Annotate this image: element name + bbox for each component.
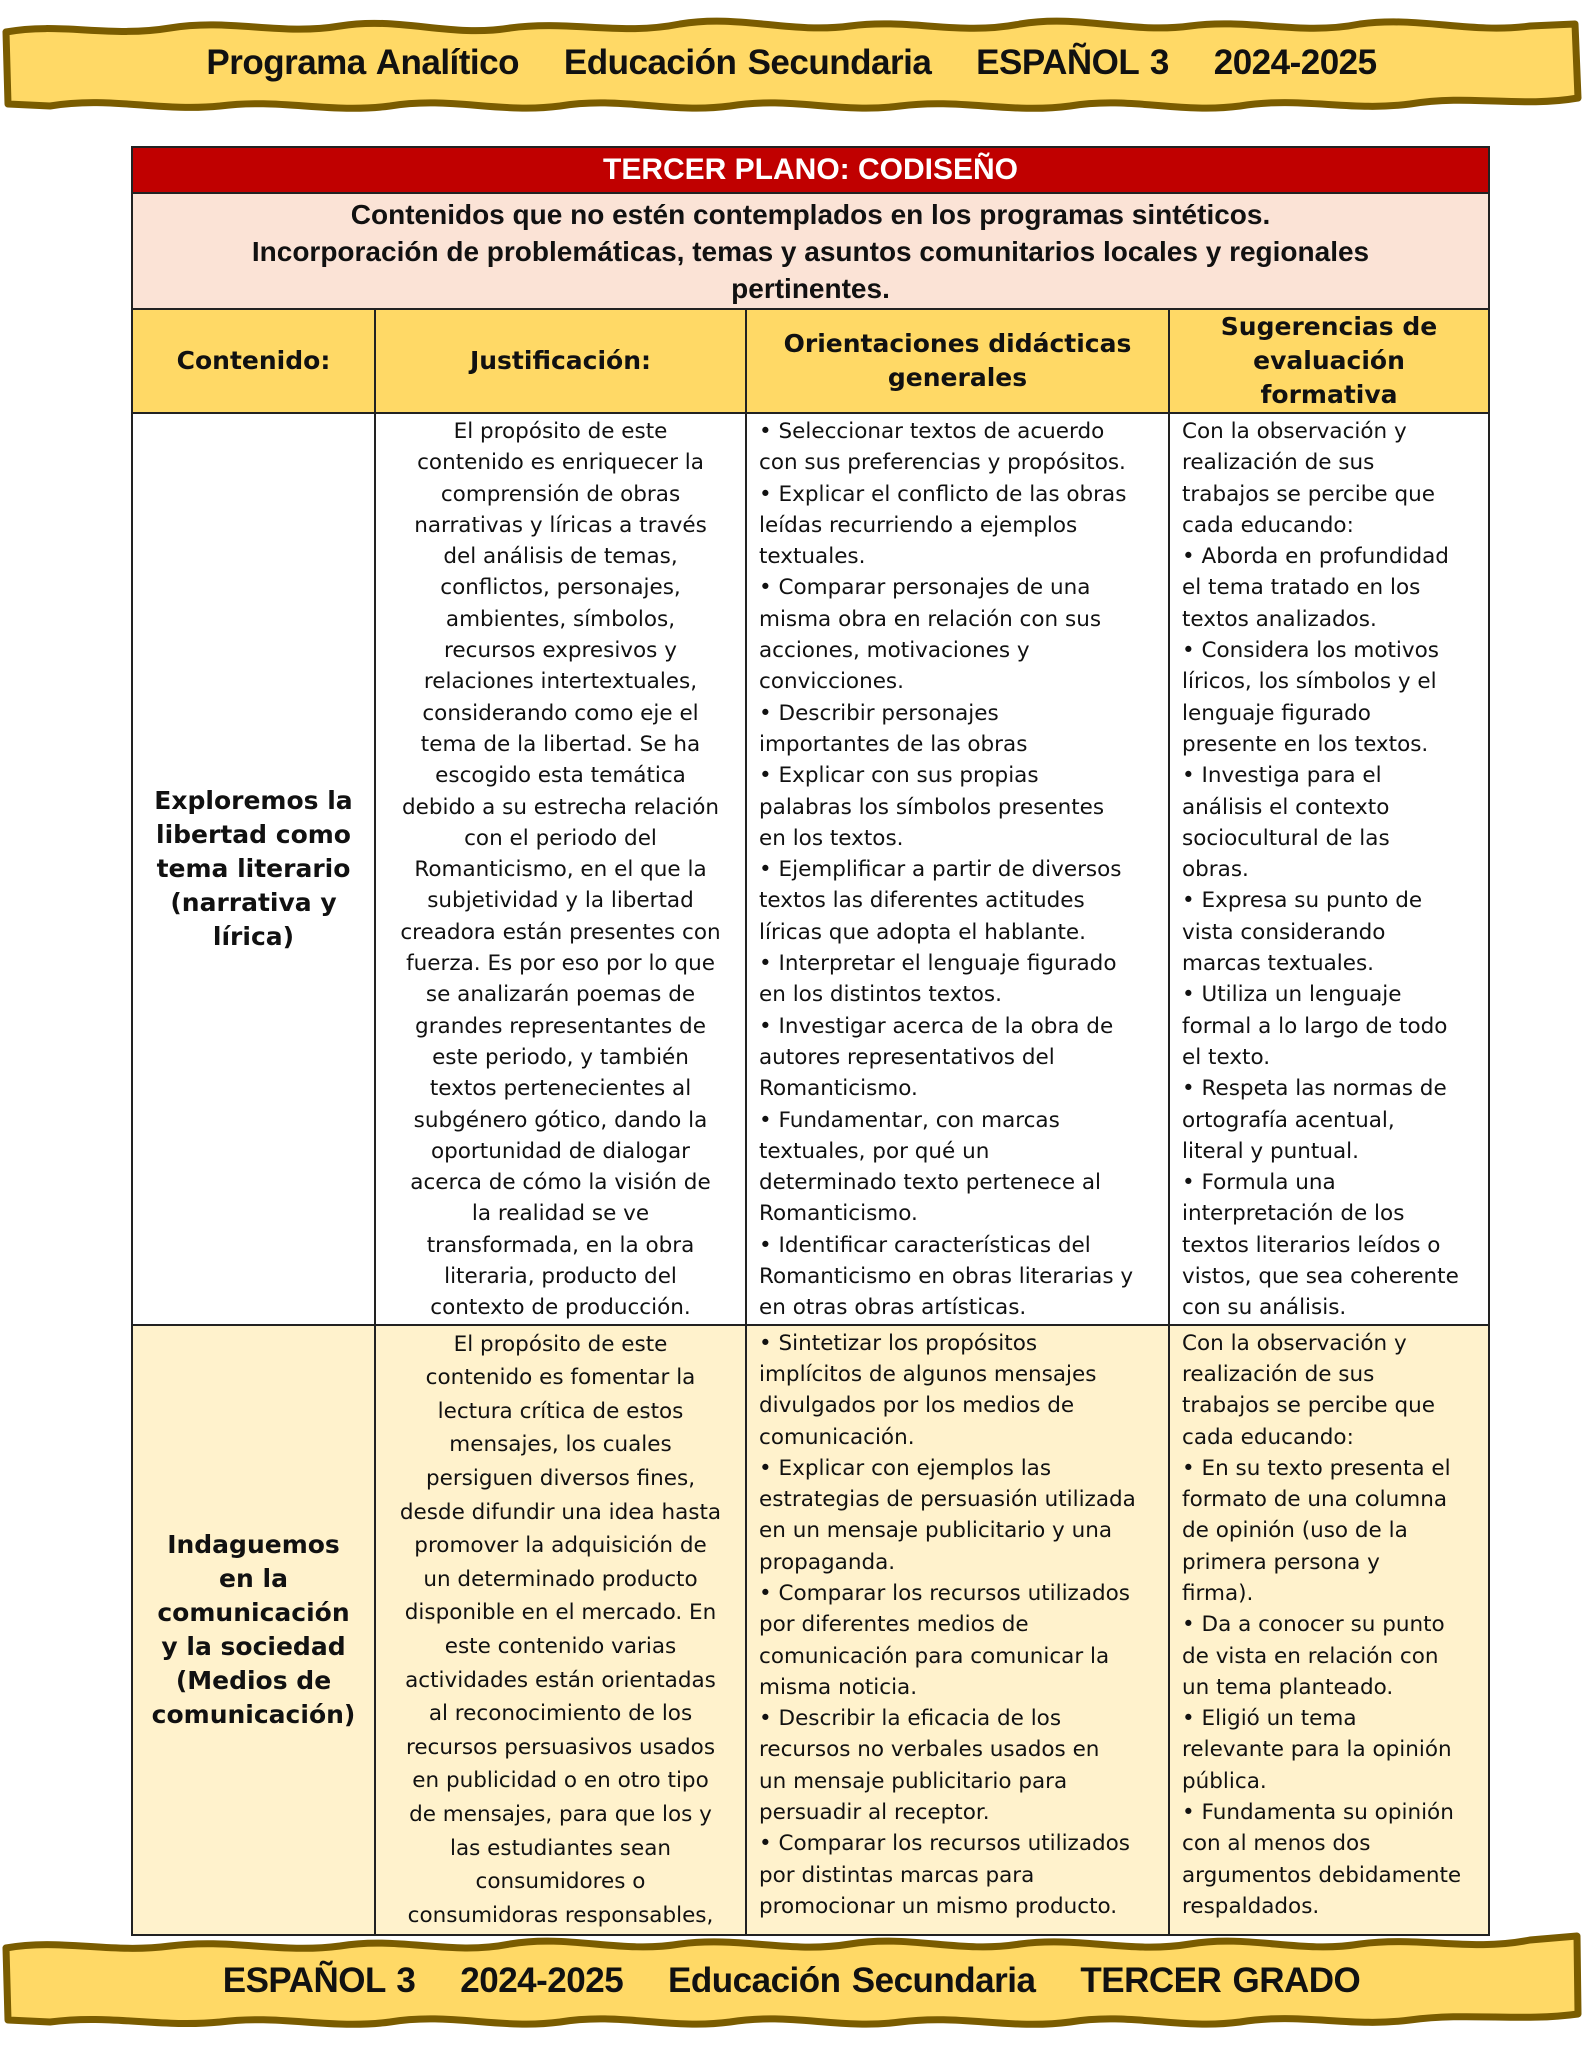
cell-text-line: propaganda. xyxy=(759,1549,896,1575)
cell-text-line: ambientes, símbolos, xyxy=(445,606,676,632)
cell-text-line: vistos, que sea coherente xyxy=(1182,1264,1459,1290)
cell-text-line: • Da a conocer su punto xyxy=(1182,1612,1445,1638)
cell-text-line: grandes representantes de xyxy=(415,1013,706,1039)
header-label: generales xyxy=(887,363,1028,392)
table-row xyxy=(132,413,1489,1325)
cell-text-line: subjetividad y la libertad xyxy=(427,888,694,914)
cell-text-line: • Comparar los recursos utilizados xyxy=(759,1831,1131,1857)
cell-text-line: con sus preferencias y propósitos. xyxy=(759,450,1126,476)
cell-text-line: • Describir la eficacia de los xyxy=(759,1706,1062,1732)
header-contenido xyxy=(132,309,375,413)
subtitle-line: Incorporación de problemáticas, temas y asuntos comunitarios locales y regionales xyxy=(251,236,1370,267)
cell-text-line: con su análisis. xyxy=(1182,1295,1347,1321)
cell-text-line: con el periodo del xyxy=(464,825,657,851)
cell-text-line: por diferentes medios de xyxy=(759,1612,1029,1638)
cell-text-line: actividades están orientadas xyxy=(405,1667,716,1693)
cell-text-line: libertad como xyxy=(156,819,351,849)
cell-text-line: • Investigar acerca de la obra de xyxy=(759,1013,1114,1039)
cell-text-line: relevante para la opinión xyxy=(1182,1737,1452,1763)
cell-text-line: las estudiantes sean xyxy=(449,1835,671,1861)
cell-text-line: contenido es enriquecer la xyxy=(417,450,704,476)
cell-text-line: autores representativos del xyxy=(759,1044,1055,1070)
cell-text-line: Romanticismo. xyxy=(759,1201,918,1227)
footer-banner-text: ESPAÑOL 3 2024-2025 Educación Secundaria TERCER GRADO xyxy=(222,1961,1361,2000)
cell-text-line: acciones, motivaciones y xyxy=(759,638,1030,664)
cell-text-line: • Explicar el conflicto de las obras xyxy=(759,481,1127,507)
sugerencias-cell xyxy=(1169,413,1489,1325)
cell-text-line: oportunidad de dialogar xyxy=(430,1138,691,1164)
cell-text-line: • Ejemplificar a partir de diversos xyxy=(759,857,1122,883)
cell-text-line: relaciones intertextuales, xyxy=(423,669,698,695)
cell-text-line: firma). xyxy=(1182,1580,1254,1606)
cell-text-line: • Respeta las normas de xyxy=(1182,1076,1447,1102)
justificacion-cell xyxy=(375,413,746,1325)
cell-text-line: (narrativa y xyxy=(170,887,337,917)
cell-text-line: • Investiga para el xyxy=(1182,763,1382,789)
cell-text-line: en la xyxy=(219,1563,288,1593)
cell-text-line: de opinión (uso de la xyxy=(1182,1518,1408,1544)
cell-text-line: formal a lo largo de todo xyxy=(1182,1013,1448,1039)
cell-text-line: literal y puntual. xyxy=(1182,1138,1359,1164)
cell-text-line: formato de una columna xyxy=(1182,1487,1448,1513)
cell-text-line: comunicación) xyxy=(151,1699,356,1729)
cell-text-line: lenguaje figurado xyxy=(1182,700,1371,726)
cell-text-line: El propósito de este xyxy=(453,419,668,444)
cell-text-line: con al menos dos xyxy=(1182,1831,1371,1857)
cell-text-line: Con la observación y xyxy=(1182,1330,1407,1356)
header-label: formativa xyxy=(1260,380,1398,409)
codiseno-table xyxy=(131,146,1490,1936)
cell-text-line: recursos persuasivos usados xyxy=(405,1734,716,1760)
cell-text-line: presente en los textos. xyxy=(1182,731,1429,757)
cell-text-line: en un mensaje publicitario y una xyxy=(759,1518,1113,1544)
cell-text-line: ortografía acentual, xyxy=(1182,1107,1395,1133)
cell-text-line: el texto. xyxy=(1182,1044,1271,1070)
cell-text-line: comunicación para comunicar la xyxy=(759,1643,1110,1669)
cell-text-line: por distintas marcas para xyxy=(759,1862,1035,1888)
cell-text-line: • Aborda en profundidad xyxy=(1182,544,1449,570)
cell-text-line: textos pertenecientes al xyxy=(429,1076,692,1102)
cell-text-line: líricos, los símbolos y el xyxy=(1182,669,1437,695)
cell-text-line: transformada, en la obra xyxy=(426,1232,695,1258)
cell-text-line: promover la adquisición de xyxy=(414,1533,707,1559)
cell-text-line: estrategias de persuasión utilizada xyxy=(759,1487,1136,1513)
header-label: evaluación xyxy=(1253,346,1405,375)
cell-text-line: escogido esta temática xyxy=(435,763,686,789)
cell-text-line: • Considera los motivos xyxy=(1182,638,1439,664)
cell-text-line: • Comparar los recursos utilizados xyxy=(759,1580,1131,1606)
cell-text-line: líricas que adopta el hablante. xyxy=(759,919,1086,945)
cell-text-line: comunicación. xyxy=(759,1424,915,1450)
cell-text-line: se analizarán poemas de xyxy=(425,982,696,1008)
cell-text-line: cada educando: xyxy=(1182,1424,1354,1450)
cell-text-line: de vista en relación con xyxy=(1182,1643,1439,1669)
orientaciones-cell xyxy=(746,1325,1169,1935)
cell-text-line: textos analizados. xyxy=(1182,606,1377,632)
cell-text-line: convicciones. xyxy=(759,669,904,695)
cell-text-line: • En su texto presenta el xyxy=(1182,1455,1451,1481)
cell-text-line: persuadir al receptor. xyxy=(759,1800,990,1826)
cell-text-line: lectura crítica de estos xyxy=(437,1398,684,1424)
cell-text-line: • Comparar personajes de una xyxy=(759,575,1091,601)
cell-text-line: vista considerando xyxy=(1182,919,1386,945)
table-title: TERCER PLANO: CODISEÑO xyxy=(132,147,1489,193)
cell-text-line: • Fundamentar, con marcas xyxy=(759,1107,1060,1133)
cell-text-line: recursos no verbales usados en xyxy=(759,1737,1100,1763)
cell-text-line: textuales, por qué un xyxy=(759,1138,990,1164)
cell-text-line: misma obra en relación con sus xyxy=(759,606,1102,632)
cell-text-line: trabajos se percibe que xyxy=(1182,1393,1435,1419)
cell-text-line: debido a su estrecha relación xyxy=(401,794,720,820)
subtitle-line: Contenidos que no estén contemplados en los programas sintéticos. xyxy=(350,199,1271,230)
cell-text-line: (Medios de xyxy=(175,1665,332,1695)
cell-text-line: este contenido varias xyxy=(444,1633,677,1659)
cell-text-line: acerca de cómo la visión de xyxy=(410,1170,711,1196)
cell-text-line: Romanticismo en obras literarias y xyxy=(759,1264,1134,1290)
cell-text-line: comprensión de obras xyxy=(440,481,681,507)
cell-text-line: trabajos se percibe que xyxy=(1182,481,1435,507)
footer-banner xyxy=(0,1926,1583,2036)
cell-text-line: considerando como eje el xyxy=(422,700,699,726)
cell-text-line: realización de sus xyxy=(1182,450,1375,476)
cell-text-line: en publicidad o en otro tipo xyxy=(412,1768,709,1794)
cell-text-line: promocionar un mismo producto. xyxy=(759,1893,1118,1919)
cell-text-line: un mensaje publicitario para xyxy=(759,1768,1068,1794)
cell-text-line: Romanticismo, en el que la xyxy=(414,857,707,883)
cell-text-line: creadora están presentes con xyxy=(400,919,721,945)
cell-text-line: narrativas y líricas a través xyxy=(414,512,707,538)
cell-text-line: de mensajes, para que los y xyxy=(409,1801,712,1827)
cell-text-line: textos literarios leídos o xyxy=(1182,1232,1441,1258)
cell-text-line: fuerza. Es por eso por lo que xyxy=(406,951,715,977)
cell-text-line: • Describir personajes xyxy=(759,700,999,726)
cell-text-line: un tema planteado. xyxy=(1182,1674,1394,1700)
cell-text-line: respaldados. xyxy=(1182,1893,1320,1919)
cell-text-line: • Eligió un tema xyxy=(1182,1706,1357,1732)
cell-text-line: literaria, producto del xyxy=(444,1264,677,1290)
subtitle-line: pertinentes. xyxy=(731,273,890,304)
header-label: Contenido: xyxy=(176,346,331,375)
cell-text-line: desde difundir una idea hasta xyxy=(399,1499,722,1525)
cell-text-line: • Explicar con ejemplos las xyxy=(759,1455,1052,1481)
cell-text-line: argumentos debidamente xyxy=(1182,1862,1462,1888)
cell-text-line: consumidores o xyxy=(475,1869,646,1895)
cell-text-line: un determinado producto xyxy=(423,1566,698,1592)
cell-text-line: • Interpretar el lenguaje figurado xyxy=(759,951,1117,977)
cell-text-line: realización de sus xyxy=(1182,1361,1375,1387)
cell-text-line: textos las diferentes actitudes xyxy=(759,888,1085,914)
header-label: Justificación: xyxy=(469,346,652,375)
cell-text-line: • Formula una xyxy=(1182,1170,1336,1196)
cell-text-line: • Identificar características del xyxy=(759,1232,1091,1258)
cell-text-line: consumidoras responsables, xyxy=(407,1902,714,1928)
cell-text-line: tema de la libertad. Se ha xyxy=(420,731,701,757)
cell-text-line: persiguen diversos fines, xyxy=(425,1465,696,1491)
cell-text-line: • Fundamenta su opinión xyxy=(1182,1800,1454,1826)
column-header-row xyxy=(132,309,1489,413)
cell-text-line: textuales. xyxy=(759,544,866,570)
orientaciones-cell xyxy=(746,413,1169,1325)
cell-text-line: en los distintos textos. xyxy=(759,982,1002,1008)
cell-text-line: Indaguemos xyxy=(167,1529,340,1559)
contenido-cell xyxy=(132,1325,375,1935)
cell-text-line: palabras los símbolos presentes xyxy=(759,794,1105,820)
cell-text-line: contexto de producción. xyxy=(430,1295,691,1321)
cell-text-line: pública. xyxy=(1182,1768,1267,1794)
cell-text-line: El propósito de este xyxy=(453,1331,668,1357)
cell-text-line: obras. xyxy=(1182,857,1249,883)
header-label: Sugerencias de xyxy=(1220,312,1438,341)
cell-text-line: Romanticismo. xyxy=(759,1076,918,1102)
cell-text-line: Con la observación y xyxy=(1182,419,1407,444)
cell-text-line: tema literario xyxy=(156,853,351,883)
cell-text-line: al reconocimiento de los xyxy=(428,1701,693,1727)
sugerencias-cell xyxy=(1169,1325,1489,1935)
cell-text-line: Exploremos la xyxy=(154,785,353,815)
cell-text-line: el tema tratado en los xyxy=(1182,575,1421,601)
cell-text-line: del análisis de temas, xyxy=(443,544,678,570)
cell-text-line: primera persona y xyxy=(1182,1549,1380,1575)
table-row xyxy=(132,1325,1489,1935)
contenido-cell xyxy=(132,413,375,1325)
cell-text-line: sociocultural de las xyxy=(1182,825,1390,851)
cell-text-line: la realidad se ve xyxy=(471,1201,650,1227)
cell-text-line: y la sociedad xyxy=(161,1631,346,1661)
cell-text-line: • Expresa su punto de xyxy=(1182,888,1423,914)
cell-text-line: en otras obras artísticas. xyxy=(759,1295,1027,1321)
header-sugerencias xyxy=(1169,309,1489,413)
cell-text-line: mensajes, los cuales xyxy=(449,1432,672,1458)
justificacion-cell xyxy=(375,1325,746,1935)
cell-text-line: este periodo, y también xyxy=(432,1044,689,1070)
cell-text-line: comunicación xyxy=(157,1597,350,1627)
header-banner xyxy=(0,8,1583,118)
cell-text-line: en los textos. xyxy=(759,825,904,851)
cell-text-line: conflictos, personajes, xyxy=(440,575,681,601)
header-label: Orientaciones didácticas xyxy=(783,329,1132,358)
cell-text-line: misma noticia. xyxy=(759,1674,918,1700)
cell-text-line: análisis el contexto xyxy=(1182,794,1390,820)
header-banner-text: Programa Analítico Educación Secundaria ESPAÑOL 3 2024-2025 xyxy=(206,43,1377,82)
cell-text-line: cada educando: xyxy=(1182,512,1354,538)
cell-text-line: subgénero gótico, dando la xyxy=(413,1107,708,1133)
header-orientaciones xyxy=(746,309,1169,413)
cell-text-line: disponible en el mercado. En xyxy=(404,1600,717,1626)
cell-text-line: • Sintetizar los propósitos xyxy=(759,1330,1038,1356)
cell-text-line: contenido es fomentar la xyxy=(425,1365,696,1391)
table-subtitle xyxy=(132,193,1489,309)
cell-text-line: interpretación de los xyxy=(1182,1201,1405,1227)
cell-text-line: determinado texto pertenece al xyxy=(759,1170,1102,1196)
cell-text-line: leídas recurriendo a ejemplos xyxy=(759,512,1078,538)
cell-text-line: recursos expresivos y xyxy=(444,638,677,664)
cell-text-line: • Utiliza un lenguaje xyxy=(1182,982,1402,1008)
cell-text-line: marcas textuales. xyxy=(1182,951,1374,977)
cell-text-line: importantes de las obras xyxy=(759,731,1028,757)
cell-text-line: implícitos de algunos mensajes xyxy=(759,1361,1097,1387)
cell-text-line: • Explicar con sus propias xyxy=(759,763,1039,789)
header-justificacion xyxy=(375,309,746,413)
cell-text-line: divulgados por los medios de xyxy=(759,1393,1075,1419)
cell-text-line: • Seleccionar textos de acuerdo xyxy=(759,419,1105,444)
cell-text-line: lírica) xyxy=(212,921,295,951)
